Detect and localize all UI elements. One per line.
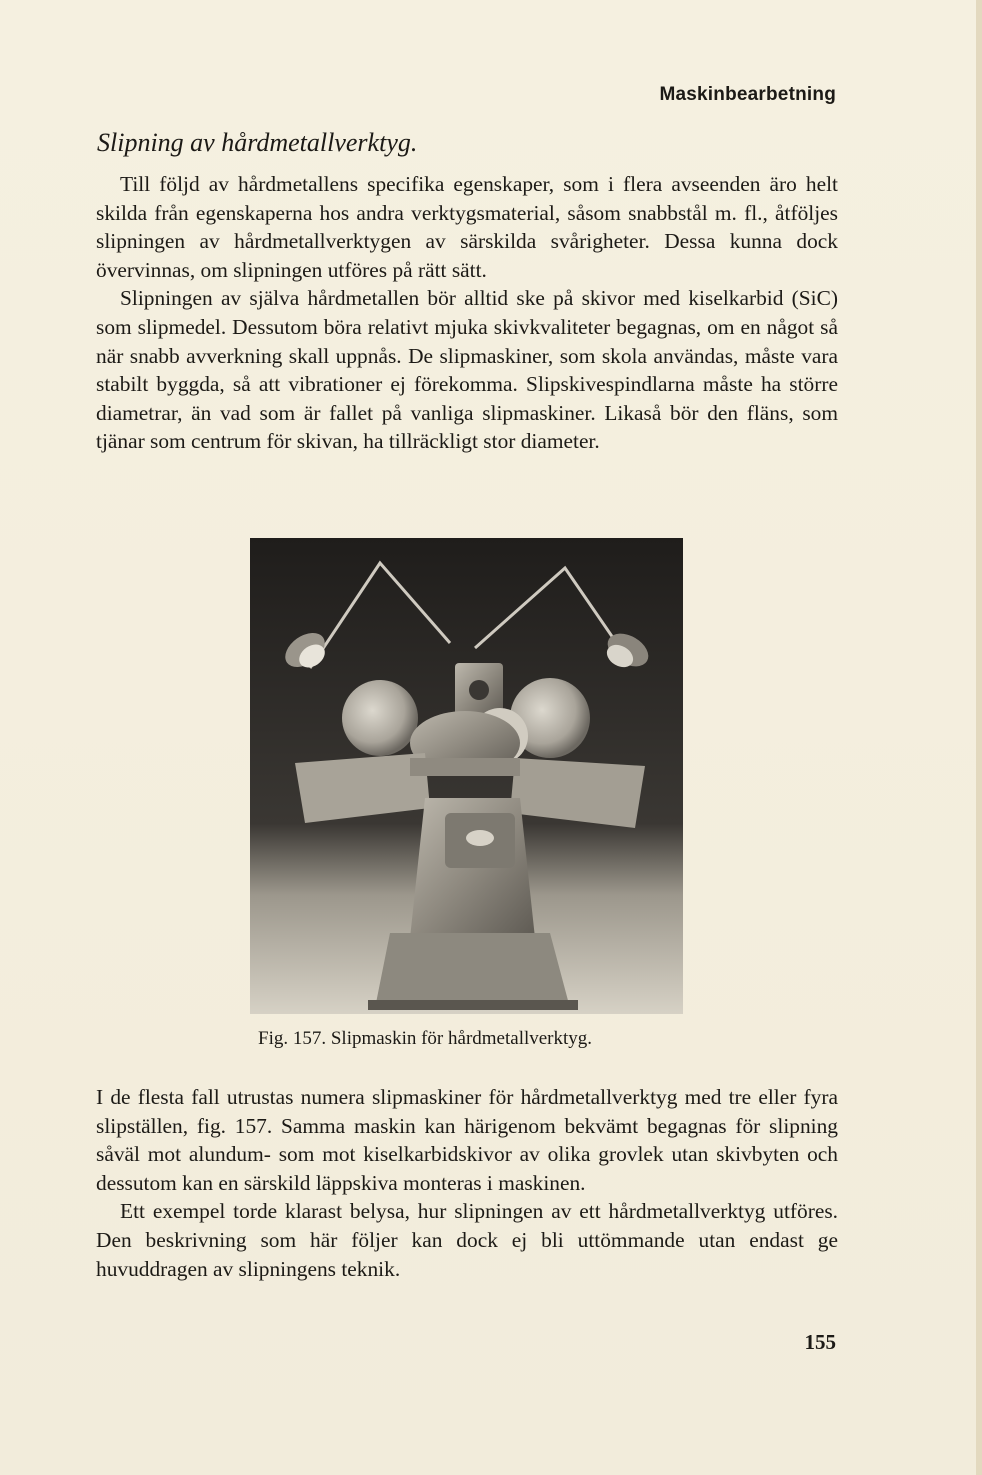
paragraph: Slipningen av själva hårdmetallen bör alltid ske på skivor med kiselkarbid (SiC) som slipmedel. Dessutom böra relativt mjuka skivkvaliteter begagnas, om en något så när snabb avverkning skall uppnås. De slipmaskiner, som skola användas, måste vara stabilt byggda, så att vibrationer ej förekomma. Slipskivespindlarna måste ha större diametrar, än vad som är fallet på vanliga slipmaskiner. Likaså bör den fläns, som tjänar som centrum för skivan, ha tillräckligt stor diameter. (96, 286, 838, 454)
section-title: Slipning av hårdmetallverktyg. (97, 128, 418, 157)
body-text-before-figure (96, 170, 838, 456)
paragraph: Till följd av hårdmetallens specifika egenskaper, som i flera avseenden äro helt skilda från egenskaperna hos andra verktygsmaterial, såsom snabbstål m. fl., åtföljes slipningen av hårdmetallverktygen av särskilda svårigheter. Dessa kunna dock övervinnas, om slipningen utföres på rätt sätt. (96, 172, 838, 282)
page-number: 155 (804, 1330, 836, 1354)
figure-photo-grinding-machine (250, 538, 683, 1014)
page-edge (976, 0, 982, 1475)
paragraph: Ett exempel torde klarast belysa, hur slipningen av ett hårdmetallverktyg utföres. Den beskrivning som här följer kan dock ej bli uttömmande utan endast ge huvuddragen av slipningens teknik. (96, 1199, 838, 1281)
figure-caption: Fig. 157. Slipmaskin för hårdmetallverktyg. (258, 1028, 593, 1049)
running-head: Maskinbearbetning (659, 84, 836, 105)
grinding-machine-illustration (250, 538, 683, 1014)
paragraph: I de flesta fall utrustas numera slipmaskiner för hårdmetallverktyg med tre eller fyra slipställen, fig. 157. Samma maskin kan härigenom bekvämt begagnas för slipning såväl mot alundum- som mot kiselkarbidskivor av olika grovlek utan skivbyten och dessutom kan en särskild läppskiva monteras i maskinen. (96, 1085, 838, 1195)
body-text-after-figure (96, 1083, 838, 1283)
